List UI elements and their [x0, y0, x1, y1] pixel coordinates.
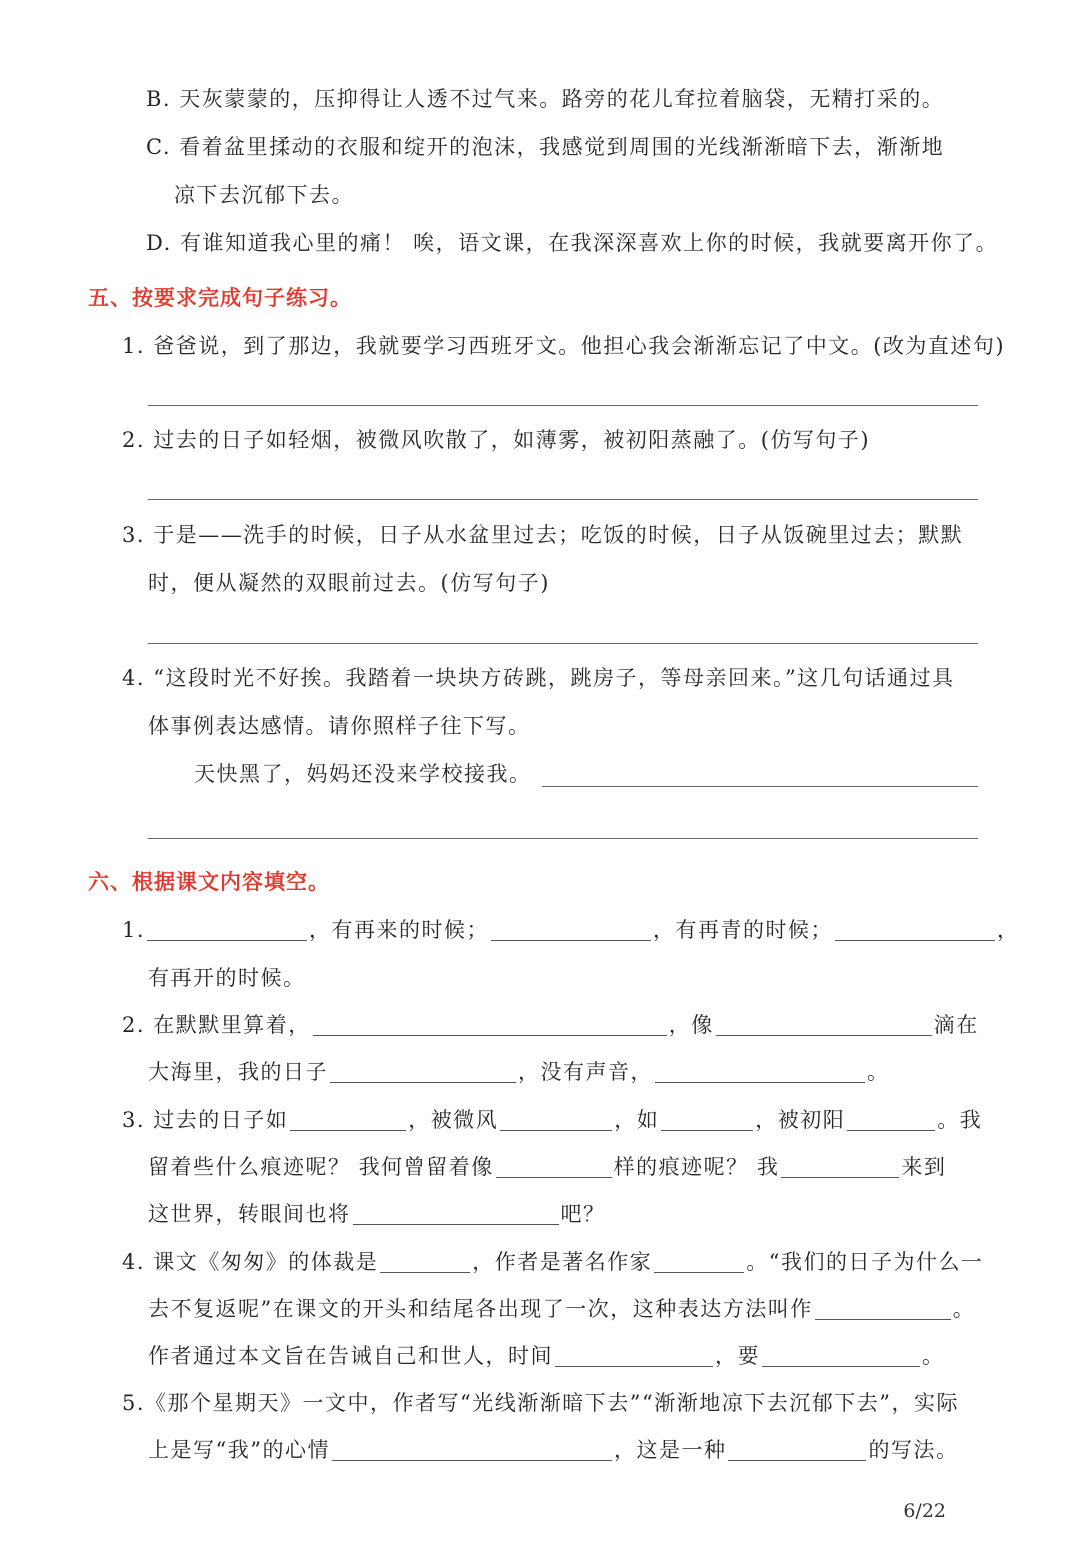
s5-q4-line3: 天快黑了，妈妈还没来学校接我。	[194, 762, 532, 786]
s6-q2-text-c: 滴在	[933, 1013, 979, 1037]
s6-q4-text-c: 。“我们的日子为什么一	[746, 1250, 984, 1274]
s5-q2-answer-line[interactable]	[148, 499, 978, 500]
s6-q5-blank2[interactable]	[728, 1438, 866, 1461]
s5-q4-answer-line2[interactable]	[148, 838, 978, 839]
s6-q3-text-h: 来到	[901, 1155, 947, 1179]
s6-q3-blank5[interactable]	[496, 1155, 612, 1178]
s6-q3-blank6[interactable]	[781, 1155, 899, 1178]
s6-q3-blank2[interactable]	[500, 1108, 612, 1131]
s6-q5-blank1[interactable]	[332, 1438, 612, 1461]
s6-q3-text-j: 吧？	[560, 1202, 606, 1226]
option-d: D. 有谁知道我心里的痛！ 唉，语文课，在我深深喜欢上你的时候，我就要离开你了。	[146, 231, 999, 255]
s6-q1-blank3[interactable]	[835, 918, 995, 941]
s6-q3-text-g: 样的痕迹呢？ 我	[613, 1155, 780, 1179]
s5-q4-answer-line1[interactable]	[542, 786, 978, 787]
s6-q2-text-e: ，没有声音，	[518, 1060, 653, 1084]
s6-q3-text-b: ，被微风	[408, 1108, 499, 1132]
s6-q3-line1	[122, 1106, 982, 1134]
s6-q2-line2	[148, 1058, 890, 1086]
s6-q4-text-h: 。	[922, 1344, 945, 1368]
s6-q4-text-d: 去不复返呢”在课文的开头和结尾各出现了一次，这种表达方法叫作	[148, 1297, 813, 1321]
s6-q3-text-i: 这世界，转眼间也将	[148, 1202, 351, 1226]
s5-q3-answer-line[interactable]	[148, 643, 978, 644]
s6-q4-line2	[148, 1295, 975, 1323]
s6-q1-text-c: ，	[997, 918, 1020, 942]
s6-q3-text-c: ，如	[614, 1108, 660, 1132]
s6-q3-text-a: 3. 过去的日子如	[122, 1108, 289, 1132]
s6-q2-blank1[interactable]	[313, 1013, 667, 1036]
option-c-line2: 凉下去沉郁下去。	[174, 183, 354, 207]
s6-q4-line1	[122, 1248, 983, 1276]
s6-q3-blank4[interactable]	[847, 1108, 935, 1131]
s6-q2-text-a: 2. 在默默里算着，	[122, 1013, 311, 1037]
s6-q4-blank5[interactable]	[762, 1344, 920, 1367]
s6-q5-line1: 5.《那个星期天》一文中，作者写“光线渐渐暗下去”“渐渐地凉下去沉郁下去”，实际	[122, 1391, 959, 1415]
s6-q5-text-b: 上是写“我”的心情	[148, 1438, 330, 1462]
s6-q4-text-g: ，要	[715, 1344, 760, 1368]
option-c-line1: C. 看着盆里揉动的衣服和绽开的泡沫，我感觉到周围的光线渐渐暗下去，渐渐地	[146, 135, 945, 159]
s6-q1-blank1[interactable]	[147, 918, 307, 941]
s6-q2-blank2[interactable]	[716, 1013, 932, 1036]
s6-q1-number: 1.	[122, 918, 146, 942]
s6-q4-text-e: 。	[952, 1297, 976, 1321]
option-b: B. 天灰蒙蒙的，压抑得让人透不过气来。路旁的花儿耷拉着脑袋，无精打采的。	[146, 87, 945, 111]
s6-q2-blank4[interactable]	[655, 1060, 865, 1083]
s6-q1-blank2[interactable]	[491, 918, 651, 941]
s6-q3-blank3[interactable]	[661, 1108, 753, 1131]
s6-q3-blank7[interactable]	[353, 1202, 559, 1225]
s6-q3-text-e: 。我	[937, 1108, 983, 1132]
s5-q3-line1: 3. 于是——洗手的时候，日子从水盆里过去；吃饭的时候，日子从饭碗里过去；默默	[122, 523, 964, 547]
s6-q4-blank4[interactable]	[555, 1344, 713, 1367]
s6-q3-text-f: 留着些什么痕迹呢？ 我何曾留着像	[148, 1155, 494, 1179]
s6-q2-text-d: 大海里，我的日子	[148, 1060, 328, 1084]
s5-q3-line2: 时，便从凝然的双眼前过去。(仿写句子)	[148, 571, 550, 595]
s6-q3-text-d: ，被初阳	[755, 1108, 846, 1132]
page-number: 6/22	[903, 1500, 946, 1522]
s6-q1-text-a: ，有再来的时候；	[309, 918, 490, 942]
s6-q3-line3	[148, 1200, 606, 1228]
s5-q4-line1: 4. “这段时光不好挨。我踏着一块块方砖跳，跳房子，等母亲回来。”这几句话通过具	[122, 666, 955, 690]
s5-q1: 1. 爸爸说，到了那边，我就要学习西班牙文。他担心我会渐渐忘记了中文。(改为直述句)	[122, 334, 1006, 358]
s6-q4-text-b: ，作者是著名作家	[472, 1250, 653, 1274]
s6-q4-text-a: 4. 课文《匆匆》的体裁是	[122, 1250, 379, 1274]
s6-q2-text-f: 。	[867, 1060, 890, 1084]
s6-q1-text-b: ，有再青的时候；	[653, 918, 834, 942]
s6-q2-line1	[122, 1011, 979, 1039]
section5-heading: 五、按要求完成句子练习。	[88, 286, 352, 310]
s6-q4-blank3[interactable]	[815, 1297, 951, 1320]
s6-q4-line3	[148, 1342, 945, 1370]
s6-q1-line1	[122, 916, 1020, 944]
s6-q5-text-c: ，这是一种	[613, 1438, 727, 1462]
s6-q3-blank1[interactable]	[290, 1108, 406, 1131]
s6-q2-blank3[interactable]	[330, 1060, 516, 1083]
s6-q5-text-d: 的写法。	[868, 1438, 959, 1462]
s6-q2-text-b: ，像	[668, 1013, 714, 1037]
s5-q2: 2. 过去的日子如轻烟，被微风吹散了，如薄雾，被初阳蒸融了。(仿写句子)	[122, 428, 871, 452]
s6-q3-line2	[148, 1153, 946, 1181]
s5-q1-answer-line[interactable]	[148, 405, 978, 406]
section6-heading: 六、根据课文内容填空。	[88, 870, 330, 894]
s5-q4-line2: 体事例表达感情。请你照样子往下写。	[148, 714, 531, 738]
s6-q4-blank1[interactable]	[380, 1250, 470, 1273]
s6-q1-line2: 有再开的时候。	[148, 966, 306, 990]
s6-q4-blank2[interactable]	[654, 1250, 744, 1273]
s6-q4-text-f: 作者通过本文旨在告诫自己和世人，时间	[148, 1344, 553, 1368]
s6-q5-line2	[148, 1436, 958, 1464]
